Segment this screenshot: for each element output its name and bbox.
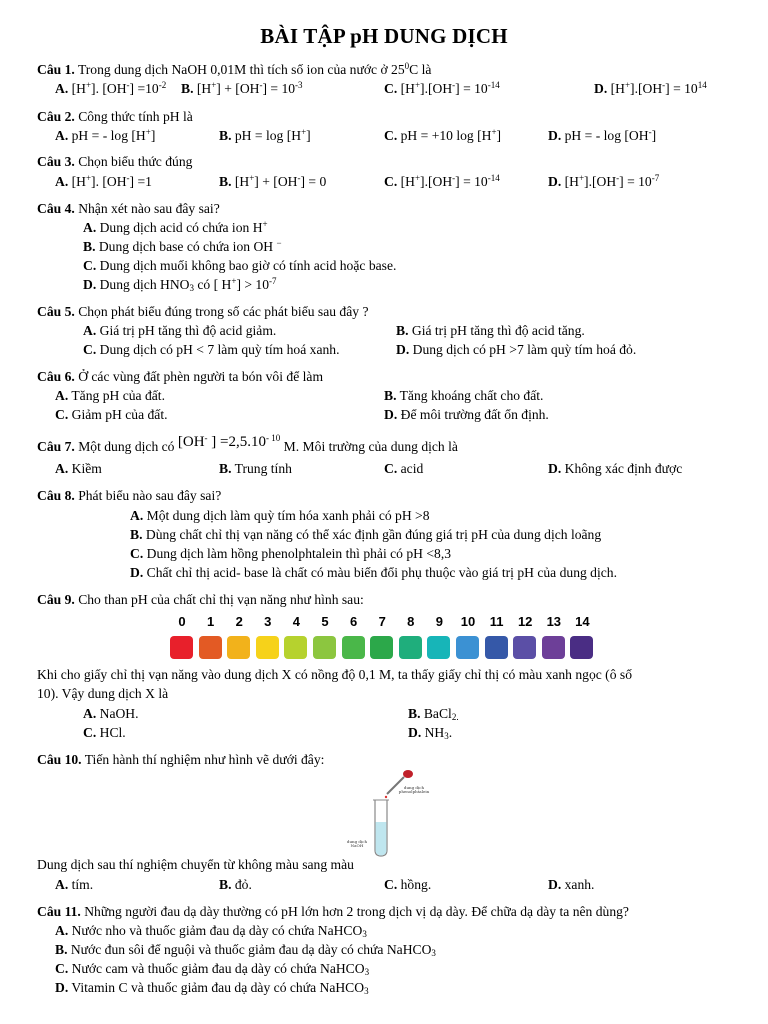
ph-color-swatch — [227, 636, 250, 659]
q1-option-a[interactable]: A. [H+]. $[OH^-] =10^{-2}$ — [55, 80, 167, 96]
q9-option-d[interactable]: D. $NH_3$. — [408, 725, 453, 741]
q11-option-a[interactable]: A. Nước nho và thuốc giảm đau dạ dày có chứa NaHCO$_3$ — [55, 923, 367, 939]
ph-scale-number: 0 — [178, 614, 186, 629]
ph-color-swatch — [542, 636, 565, 659]
question-11: Câu 11. Những người đau dạ dày thường có pH lớn hơn 2 trong dịch vị dạ dày. Để chữa dạ dày ta nên dùng? — [37, 904, 629, 919]
q4-option-b[interactable]: B. Dung dịch base có chứa ion OH − — [83, 238, 282, 254]
question-7: Câu 7. Một dung dịch có [OH- ] $=2,5.10^{- 10}$ M. Môi trường của dung dịch là — [37, 433, 458, 454]
ph-scale-number: 2 — [235, 614, 243, 629]
q9-option-a[interactable]: A. NaOH. — [83, 706, 139, 721]
question-4: Câu 4. Nhận xét nào sau đây sai? — [37, 201, 220, 216]
phenolphthalein-label: dung dịch phenolphtalein — [398, 785, 430, 794]
question-2: Câu 2. Công thức tính pH là — [37, 109, 193, 124]
dropper-bulb-icon — [403, 770, 413, 778]
q4-option-d[interactable]: D. Dung dịch $HNO_3$ có [ $H^+] > 10^{-7}$ — [83, 276, 277, 293]
ph-scale-number: 12 — [517, 614, 533, 629]
ph-color-swatch — [284, 636, 307, 659]
ph-color-swatch — [513, 636, 536, 659]
q5-option-d[interactable]: D. Dung dịch có pH >7 làm quỳ tím hoá đỏ. — [396, 342, 637, 357]
q9-option-b[interactable]: B. BaCl$_{2.}$ — [408, 706, 459, 722]
q10-option-a[interactable]: A. tím. — [55, 877, 94, 892]
question-5: Câu 5. Chọn phát biểu đúng trong số các phát biểu sau đây ? — [37, 304, 369, 319]
question-6: Câu 6. Ở các vùng đất phèn người ta bón vôi để làm — [37, 369, 324, 384]
ph-scale-number: 3 — [264, 614, 272, 629]
q4-option-c[interactable]: C. Dung dịch muối không bao giờ có tính acid hoặc base. — [83, 258, 397, 273]
q6-option-c[interactable]: C. Giảm pH của đất. — [55, 407, 168, 422]
drop-icon — [385, 796, 387, 798]
q2-option-d[interactable]: D. pH = - log [OH-] — [548, 127, 657, 143]
q1-option-b[interactable]: B. $[H^+] + [OH^-] = 10^{-3}$ — [181, 80, 303, 96]
q3-option-b[interactable]: B. [H+] + [OH-] = 0 — [219, 173, 327, 189]
q2-option-a[interactable]: A. pH = - log [H+] — [55, 127, 156, 143]
ph-color-swatch — [342, 636, 365, 659]
q8-option-a[interactable]: A. Một dung dịch làm quỳ tím hóa xanh phải có pH >8 — [130, 508, 430, 523]
question-3: Câu 3. Chọn biểu thức đúng — [37, 154, 193, 169]
ph-color-swatch — [313, 636, 336, 659]
question-9: Câu 9. Cho than pH của chất chỉ thị vạn năng như hình sau: — [37, 592, 364, 607]
q7-option-c[interactable]: C. acid — [384, 461, 424, 476]
q8-option-d[interactable]: D. Chất chỉ thị acid- base là chất có màu biến đổi phụ thuộc vào giá trị pH của dung dịch. — [130, 565, 617, 580]
ph-scale-number: 10 — [460, 614, 476, 629]
naoh-label: dung dịch NaOH — [346, 839, 368, 848]
q9-paragraph-line-1: Khi cho giấy chỉ thị vạn năng vào dung dịch X có nồng độ 0,1 M, ta thấy giấy chỉ thị có màu xanh ngọc (ô số — [37, 667, 632, 682]
question-10: Câu 10. Tiến hành thí nghiệm như hình vẽ dưới đây: — [37, 752, 325, 767]
q1-option-c[interactable]: C. $[H^+].[OH^-] = 10^{-14}$ — [384, 80, 500, 96]
ph-color-swatch — [170, 636, 193, 659]
q3-option-c[interactable]: C. $[H^+].[OH^-] = 10^{-14}$ — [384, 173, 500, 189]
q11-option-c[interactable]: C. Nước cam và thuốc giảm đau dạ dày có chứa NaHCO$_3$ — [55, 961, 370, 977]
ph-scale-number: 4 — [292, 614, 300, 629]
q6-option-a[interactable]: A. Tăng pH của đất. — [55, 388, 165, 403]
ph-scale-number: 5 — [321, 614, 329, 629]
q8-option-b[interactable]: B. Dùng chất chỉ thị vạn năng có thể xác định gần đúng giá trị pH của dung dịch loãng — [130, 527, 602, 542]
ph-scale-number: 1 — [206, 614, 215, 629]
question-text: Trong dung dịch NaOH 0,01M thì tích số ion của nước ở 25 — [77, 62, 405, 77]
naoh-liquid-icon — [376, 822, 387, 855]
q4-option-a[interactable]: A. Dung dịch acid có chứa ion H+ — [83, 219, 268, 235]
ph-scale-number: 7 — [378, 614, 386, 629]
ph-scale-number: 8 — [407, 614, 415, 629]
q3-option-a[interactable]: A. [H+]. [OH-] =1 — [55, 173, 152, 189]
q5-option-b[interactable]: B. Giá trị pH tăng thì độ acid tăng. — [396, 323, 585, 338]
q10-option-c[interactable]: C. hồng. — [384, 877, 432, 892]
ph-color-swatch — [485, 636, 508, 659]
ph-color-swatch — [256, 636, 279, 659]
q10-option-d[interactable]: D. xanh. — [548, 877, 595, 892]
q7-option-b[interactable]: B. Trung tính — [219, 461, 292, 476]
q10-option-b[interactable]: B. đỏ. — [219, 877, 252, 892]
question-number: Câu 1. — [37, 62, 75, 77]
oh-concentration-formula: [OH- ] $=2,5.10^{- 10}$ — [177, 433, 281, 450]
q11-option-d[interactable]: D. Vitamin C và thuốc giảm đau dạ dày có chứa NaHCO$_3$ — [55, 980, 369, 996]
ph-color-swatch — [456, 636, 479, 659]
q6-option-b[interactable]: B. Tăng khoáng chất cho đất. — [384, 388, 544, 403]
question-8: Câu 8. Phát biểu nào sau đây sai? — [37, 488, 222, 503]
ph-color-swatch — [199, 636, 222, 659]
q5-option-a[interactable]: A. Giá trị pH tăng thì độ acid giảm. — [83, 323, 277, 338]
question-1: Câu 1. Trong dung dịch NaOH 0,01M thì tích số ion của nước ở $25^0C$ là — [37, 61, 432, 77]
test-tube-figure — [340, 766, 440, 858]
q9-option-c[interactable]: C. HCl. — [83, 725, 126, 740]
q8-option-c[interactable]: C. Dung dịch làm hồng phenolphtalein thì phải có pH <8,3 — [130, 546, 452, 561]
q6-option-d[interactable]: D. Để môi trường đất ổn định. — [384, 407, 549, 422]
ph-scale-number: 6 — [349, 614, 358, 629]
ph-scale-number: 9 — [435, 614, 443, 629]
ph-scale-number: 13 — [546, 614, 562, 629]
q5-option-c[interactable]: C. Dung dịch có pH < 7 làm quỳ tím hoá xanh. — [83, 342, 340, 357]
ph-color-swatch — [570, 636, 593, 659]
q3-option-d[interactable]: D. $[H^+].[OH^-] = 10^{-7}$ — [548, 173, 660, 189]
ph-color-swatch — [427, 636, 450, 659]
ph-scale-number: 11 — [489, 614, 504, 629]
q9-paragraph-line-2: 10). Vậy dung dịch X là — [37, 686, 169, 701]
ph-color-scale — [170, 614, 610, 662]
q7-option-d[interactable]: D. Không xác định được — [548, 461, 683, 476]
q11-option-b[interactable]: B. Nước đun sôi để nguội và thuốc giảm đau dạ dày có chứa NaHCO$_3$ — [55, 942, 436, 958]
q7-option-a[interactable]: A. Kiềm — [55, 461, 102, 476]
ph-color-swatch — [370, 636, 393, 659]
q10-after-text: Dung dịch sau thí nghiệm chuyển từ không màu sang màu — [37, 857, 354, 872]
page-title: BÀI TẬP pH DUNG DỊCH — [260, 24, 508, 48]
ph-scale-number: 14 — [575, 614, 590, 629]
q2-option-b[interactable]: B. pH = log [H+] — [219, 127, 311, 143]
ph-color-swatch — [399, 636, 422, 659]
q1-option-d[interactable]: D. $[H^+].[OH^-] = 10^{14}$ — [594, 80, 707, 96]
q2-option-c[interactable]: C. pH = +10 log [H+] — [384, 127, 502, 143]
